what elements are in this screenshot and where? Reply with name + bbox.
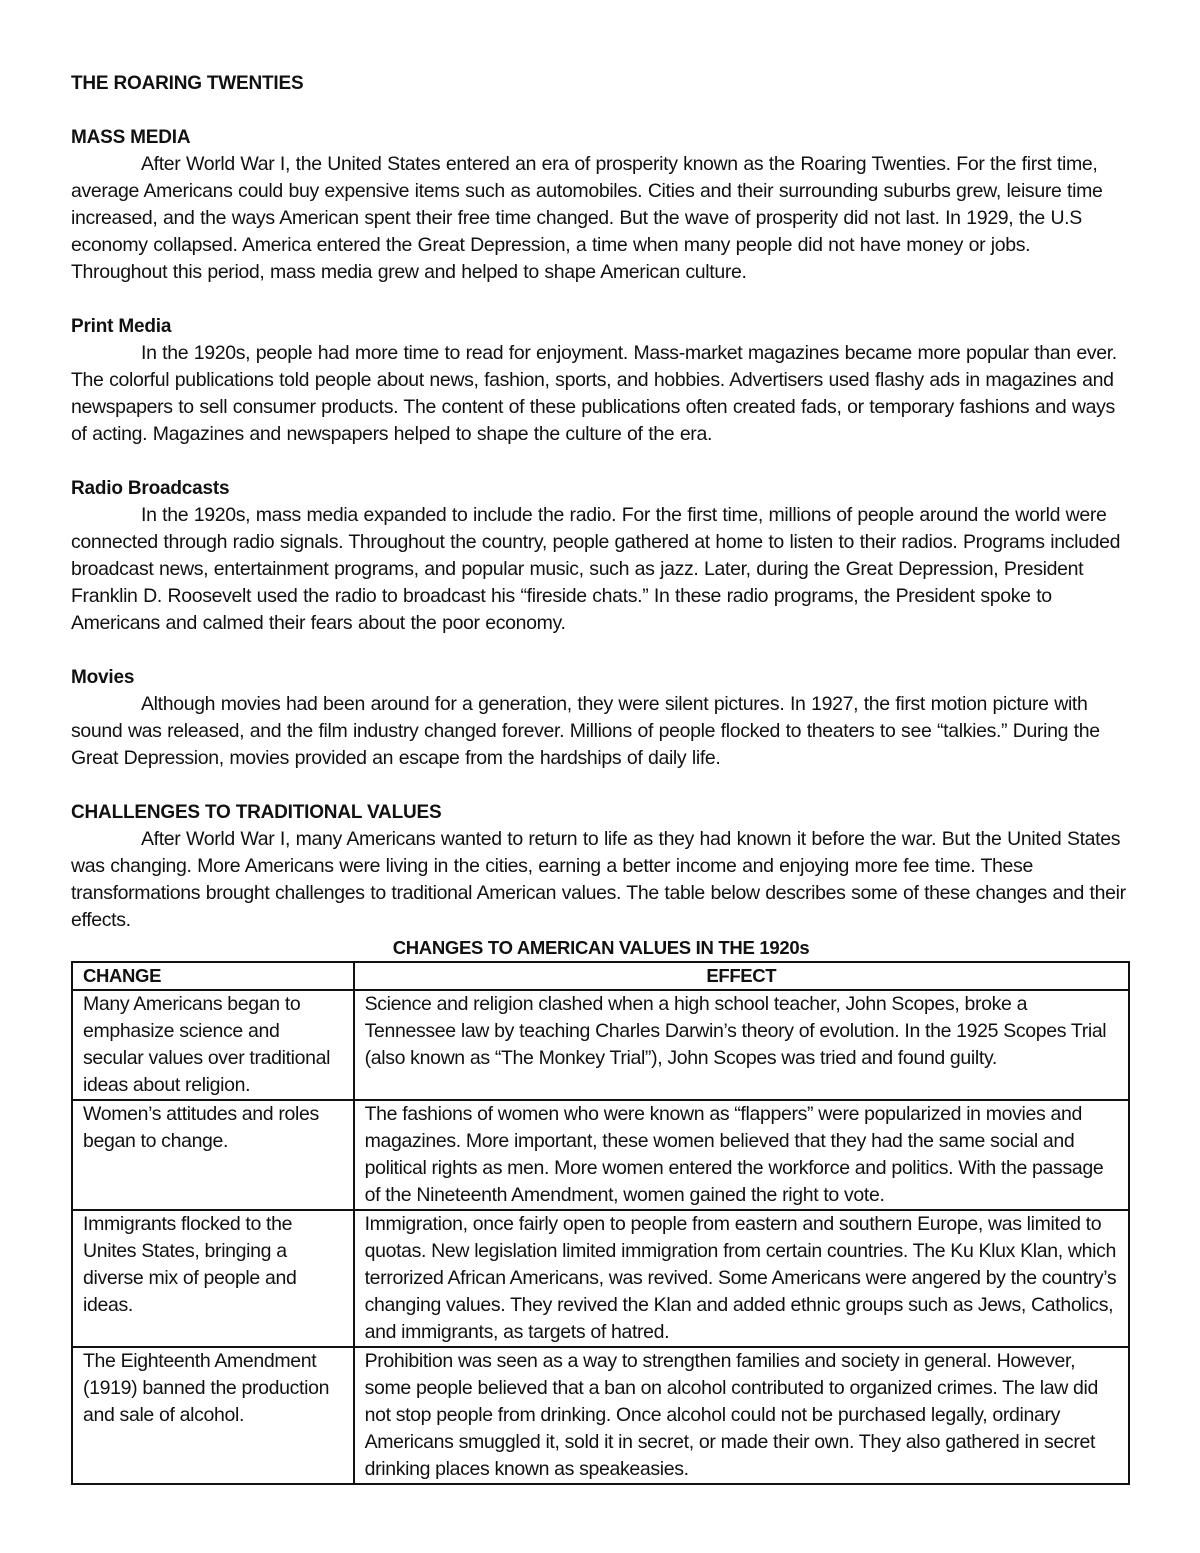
section-mass-media bbox=[71, 124, 1131, 286]
change-cell: The Eighteenth Amendment (1919) banned the production and sale of alcohol. bbox=[72, 1347, 354, 1484]
table-header-row bbox=[72, 962, 1129, 990]
paragraph-movies: Although movies had been around for a generation, they were silent pictures. In 1927, the first motion picture with sound was released, and the film industry changed forever. Millions of people flocked to theaters to see “talkies.” During the Great Depression, movies provided an escape from the hardships of daily life. bbox=[71, 693, 1100, 769]
section-heading-mass-media: MASS MEDIA bbox=[71, 127, 191, 148]
effect-cell: Science and religion clashed when a high school teacher, John Scopes, broke a Tennessee law by teaching Charles Darwin’s theory of evolution. In the 1925 Scopes Trial (also known as “The Monkey Trial”), John Scopes was tried and found guilty. bbox=[354, 990, 1129, 1100]
table-row bbox=[72, 1347, 1129, 1484]
change-cell: Immigrants flocked to the Unites States, bringing a diverse mix of people and ideas. bbox=[72, 1210, 354, 1347]
paragraph-mass-media: After World War I, the United States entered an era of prosperity known as the Roaring Twenties. For the first time, average Americans could buy expensive items such as automobiles. Cities and their surrounding suburbs grew, leisure time increased, and the ways American spent their free time changed. But the wave of prosperity did not last. In 1929, the U.S economy collapsed. America entered the Great Depression, a time when many people did not have money or jobs. Throughout this period, mass media grew and helped to shape American culture. bbox=[71, 153, 1103, 283]
section-heading-challenges: CHALLENGES TO TRADITIONAL VALUES bbox=[71, 802, 442, 823]
table-header-effect: EFFECT bbox=[354, 962, 1129, 990]
table-row bbox=[72, 1210, 1129, 1347]
effect-cell: Immigration, once fairly open to people from eastern and southern Europe, was limited to quotas. New legislation limited immigration from certain countries. The Ku Klux Klan, which terrorized African Americans, was revived. Some Americans were angered by the country’s changing values. They revived the Klan and added ethnic groups such as Jews, Catholics, and immigrants, as targets of hatred. bbox=[354, 1210, 1129, 1347]
section-radio-broadcasts bbox=[71, 475, 1131, 637]
section-movies bbox=[71, 664, 1131, 772]
section-print-media bbox=[71, 313, 1131, 448]
table-row bbox=[72, 1100, 1129, 1210]
section-challenges bbox=[71, 799, 1131, 934]
table-caption: CHANGES TO AMERICAN VALUES IN THE 1920s bbox=[392, 937, 810, 958]
paragraph-print-media: In the 1920s, people had more time to read for enjoyment. Mass-market magazines became more popular than ever. The colorful publications told people about news, fashion, sports, and hobbies. Advertisers used flashy ads in magazines and newspapers to sell consumer products. The content of these publications often created fads, or temporary fashions and ways of acting. Magazines and newspapers helped to shape the culture of the era. bbox=[71, 342, 1117, 445]
effect-cell: Prohibition was seen as a way to strengthen families and society in general. However, some people believed that a ban on alcohol contributed to organized crimes. The law did not stop people from drinking. Once alcohol could not be purchased legally, ordinary Americans smuggled it, sold it in secret, or made their own. They also gathered in secret drinking places known as speakeasies. bbox=[354, 1347, 1129, 1484]
values-table bbox=[71, 961, 1130, 1485]
document-page bbox=[71, 70, 1131, 1485]
change-cell: Many Americans began to emphasize science and secular values over traditional ideas about religion. bbox=[72, 990, 354, 1100]
table-row bbox=[72, 990, 1129, 1100]
table-header-change: CHANGE bbox=[72, 962, 354, 990]
section-heading-print-media: Print Media bbox=[71, 316, 172, 337]
section-heading-movies: Movies bbox=[71, 667, 135, 688]
document-title: THE ROARING TWENTIES bbox=[71, 73, 304, 94]
paragraph-radio-broadcasts: In the 1920s, mass media expanded to include the radio. For the first time, millions of people around the world were connected through radio signals. Throughout the country, people gathered at home to listen to their radios. Programs included broadcast news, entertainment programs, and popular music, such as jazz. Later, during the Great Depression, President Franklin D. Roosevelt used the radio to broadcast his “fireside chats.” In these radio programs, the President spoke to Americans and calmed their fears about the poor economy. bbox=[71, 504, 1121, 634]
section-heading-radio-broadcasts: Radio Broadcasts bbox=[71, 478, 230, 499]
change-cell: Women’s attitudes and roles began to change. bbox=[72, 1100, 354, 1210]
paragraph-challenges: After World War I, many Americans wanted to return to life as they had known it before the war. But the United States was changing. More Americans were living in the cities, earning a better income and enjoying more fee time. These transformations brought challenges to traditional American values. The table below describes some of these changes and their effects. bbox=[71, 828, 1126, 931]
effect-cell: The fashions of women who were known as “flappers” were popularized in movies and magazines. More important, these women believed that they had the same social and political rights as men. More women entered the workforce and politics. With the passage of the Nineteenth Amendment, women gained the right to vote. bbox=[354, 1100, 1129, 1210]
